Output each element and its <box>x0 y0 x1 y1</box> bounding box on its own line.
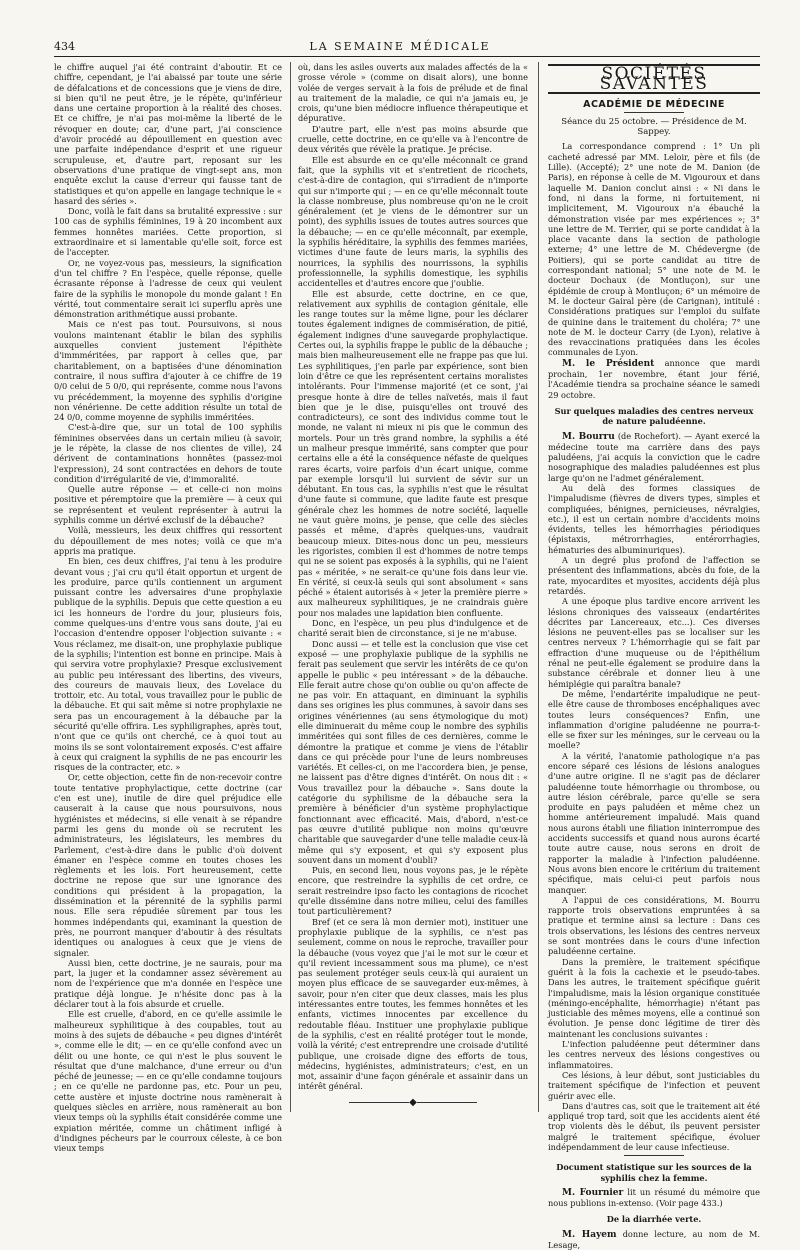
paragraph: le chiffre auquel j'ai été contraint d'aboutir. Et ce chiffre, cependant, je l'ai abaissé par toute une série de défalcations et de concessions que je viens de dire, si bien qu'il ne peut être, je le répète, qu'inférieur dans une certaine proportion à la réalité des choses. Et ce chiffre, je n'ai pas moi-même la liberté de le révoquer en doute; car, d'une part, j'ai conscience d'avoir procédé au dépouillement en question avec une parfaite indépendance d'esprit et une rigueur scrupuleuse, et, d'autre part, reposant sur les observations d'une pratique de vingt-sept ans, mon enquête exclut la cause d'erreur qui fausse tant de statistiques et qu'on appelle en langage technique le « hasard des séries ». <box>54 62 282 206</box>
page-header <box>0 0 800 53</box>
column-middle <box>298 62 528 1112</box>
paragraph: Quelle autre réponse — et celle-ci non moins positive et péremptoire que la première — à ceux qui se représentent et veulent représenter à autrui la syphilis comme un dérivé exclusif de la débauche? <box>54 484 282 526</box>
paragraph <box>548 1229 760 1250</box>
paragraph: Au delà des formes classiques de l'impaludisme (fièvres de divers types, simples et compliquées, bénignes, pernicieuses, névralgies, etc.), il est un certain nombre d'accidents moins évidents, telles les hémorrhagies périodiques (épistaxis, métrorrhagies, entérorrhagies, hématuries des albuminuriques). <box>548 482 760 555</box>
speaker-text: lit un résumé du mémoire que nous publions in-extenso. (Voir page 433.) <box>548 1186 760 1209</box>
section-banner <box>548 64 760 94</box>
paragraph <box>548 1187 760 1209</box>
section-title: SOCIÉTÉS SAVANTES <box>599 64 709 95</box>
paragraph: A l'appui de ces considérations, M. Bourru rapporte trois observations empruntées à sa pratique et termine ainsi sa lecture : Dans ces trois observations, les lésions des centres nerveux se sont montrées dans le cours d'une infection paludéenne certaine. <box>548 894 760 957</box>
speaker-name: M. Fournier <box>562 1187 624 1198</box>
paragraph <box>548 431 760 483</box>
paragraph: Dans la première, le traitement spécifique guérit à la fois la cachexie et le pseudo-tabes. Dans les autres, le traitement spécifique guérit l'impaludisme, mais la lésion organique constituée (méningo-encéphalite, hémorrhagie) n'étant pas justiciable des mêmes moyens, elle a continué son évolution. Je pense donc légitime de tirer dès maintenant les conclusions suivantes : <box>548 956 760 1039</box>
paragraph: La correspondance comprend : 1° Un pli cacheté adressé par MM. Leloir, père et fils (de Lille). (Accepté); 2° une note de M. Danion (de Paris), en réponse à celle de M. Vigouroux et dans laquelle M. Danion conclut ainsi : « Ni dans le fond, ni dans la forme, ni fortuitement, ni implicitement, M. Vigouroux n'a ébauché la démonstration visée par mes expériences »; 3° une lettre de M. Terrier, qui se porte candidat à la place vacante dans la section de pathologie externe; 4° une lettre de M. Chédevergne (de Poitiers), qui se porte candidat au titre de correspondant national; 5° une note de M. le docteur Dochaux (de Montluçon), sur une épidémie de croup à Montluçon; 6° un mémoire de M. le docteur Gairal père (de Carignan), intitulé : Considérations pratiques sur l'emploi du sulfate de quinine dans le traitement du choléra; 7° une note de M. le docteur Carry (de Lyon), relative à des revaccinations pratiquées dans les écoles communales de Lyon. <box>548 141 760 358</box>
speaker-name: M. Hayem <box>562 1229 617 1240</box>
paragraph: Ces lésions, à leur début, sont justiciables du traitement spécifique de l'infection et peuvent guérir avec elle. <box>548 1069 760 1101</box>
column-right <box>548 62 760 1250</box>
paragraph: Puis, en second lieu, nous voyons pas, je le répète encore, que restreindre la syphilis de cet ordre, ce serait restreindre ipso facto les contagions de ricochet qu'elle dissémine dans notre milieu, celui des familles tout particulièrement? <box>298 865 528 917</box>
paragraph <box>548 358 760 400</box>
paragraph: A la vérité, l'anatomie pathologique n'a pas encore séparé ces lésions de lésions analogues d'une autre origine. Il ne s'agit pas de déclarer paludéenne toute hémorrhagie ou thrombose, ou autre lésion cérébrale, parce qu'elle se sera produite en pays paludéen et même chez un homme antérieurement impaludé. Mais quand nous aurons établi une filiation ininterrompue des accidents successifs et quand nous aurons écarté toute autre cause, nous serons en droit de rapporter la maladie à l'infection paludéenne. Nous avons bien encore le critérium du traitement spécifique, mais celui-ci peut parfois nous manquer. <box>548 750 760 895</box>
paragraph: Voilà, messieurs, les deux chiffres qui ressortent du dépouillement de mes notes; voilà ce que m'a appris ma pratique. <box>54 525 282 556</box>
divider <box>624 1155 684 1156</box>
society-title: ACADÉMIE DE MÉDECINE <box>583 98 725 110</box>
speaker-text: (de Rochefort). — Ayant exercé la médecine toute ma carrière dans des pays paludéens, j'ai acquis la conviction que le cadre nosographique des maladies paludéennes est plus large qu'on ne l'admet généralement. <box>548 430 760 483</box>
paragraph: Elle est absurde, cette doctrine, en ce que, relativement aux syphilis de contagion génitale, elle les range toutes sur la même ligne, pour les déclarer toutes également indignes de commisération, de pitié, également indignes d'une sauvegarde prophylactique. Certes oui, la syphilis frappe le public de la débauche ; mais bien malheureusement elle ne frappe pas que lui. Les syphilitiques, j'en parle par expérience, sont bien loin d'être ce que les représentent certains moralistes intolérants. Pour l'immense majorité (et ce sont, j'ai presque honte à dire de telles naïvetés, mais il faut bien que je le dise, puisqu'elles ont trouvé des contradicteurs), ce sont des individus comme tout le monde, ne valant ni mieux ni pis que le commun des mortels. Pour un très grand nombre, la syphilis a été un malheur presque immérité, sans compter que pour certains elle a été la conséquence néfaste de quelques rares écarts, voire parfois d'un écart unique, comme par exemple lorsqu'il lui survient de sévir sur un débutant. En tous cas, la syphilis n'est que le résultat d'une faute si commune, que ladite faute est presque générale chez les hommes de notre société, laquelle ne vaut guère moins, je pense, que celle des siècles passés et même, d'après quelques-uns, vaudrait beaucoup mieux. Dites-nous donc un peu, messieurs les rigoristes, combien il est d'hommes de notre temps qui ne se soient pas exposés à la syphilis, qui ne l'aient pas « méritée, » ne serait-ce qu'une fois dans leur vie. En vérité, si ceux-là seuls qui sont absolument « sans péché » étaient autorisés à « jeter la première pierre » aux malheureux syphilitiques, je ne craindrais guère pour nos malades une lapidation bien confluente. <box>298 288 528 618</box>
paragraph: A un degré plus profond de l'affection se présentent des inflammations, abcès du foie, de la rate, myocardites et myosites, accidents déjà plus retardés. <box>548 555 760 596</box>
paragraph: où, dans les asiles ouverts aux malades affectés de la « grosse vérole » (comme on disait alors), une bonne volée de verges servait à la fois de prélude et de final au traitement de la maladie, ce qui n'a jamais eu, je crois, qu'une bien médiocre influence thérapeutique et dépurative. <box>298 62 528 124</box>
end-ornament: ◆ <box>298 1098 528 1108</box>
session-line: Séance du 25 octobre. — Présidence de M. Sappey. <box>561 116 747 138</box>
paragraph: Elle est absurde en ce qu'elle méconnaît ce grand fait, que la syphilis vit et s'entretient de ricochets, c'est-à-dire de contagion, qui s'irradient de n'importe qui sur n'importe qui ; — en ce qu'elle méconnaît toute la classe nombreuse, plus nombreuse qu'on ne le croit généralement (et je viens de le démontrer sur un point), des syphilis issues de toutes autres sources que la débauche; — en ce qu'elle méconnaît, par exemple, la syphilis héréditaire, la syphilis des femmes mariées, victimes d'une faute de leurs maris, la syphilis des nourrices, la syphilis des nourrissons, la syphilis professionnelle, la syphilis domestique, les syphilis accidentelles et d'autres encore que j'oublie. <box>298 154 528 289</box>
paragraph: Elle est cruelle, d'abord, en ce qu'elle assimile le malheureux syphilitique à des coupables, tout au moins à des sujets de débauche « peu dignes d'intérêt », comme elle le dit; — en ce qu'elle confond avec un délit ou une honte, ce qui n'est le plus souvent le résultat que d'une malchance, d'une erreur ou d'un péché de jeunesse; — en ce qu'elle condamne toujours ; en ce qu'elle ne pardonne pas, etc. Pour un peu, cette austère et injuste doctrine nous ramènerait à quelques siècles en arrière, nous ramènerait au bon vieux temps où la syphilis était considérée comme une expiation méritée, comme un châtiment infligé à d'indignes pécheurs par le courroux céleste, à ce bon vieux temps <box>54 1009 282 1154</box>
paragraph: Donc, voilà le fait dans sa brutalité expressive : sur 100 cas de syphilis féminines, 19 à 20 incombent aux femmes honnêtes mariées. Cette proportion, si extraordinaire et si lamentable qu'elle soit, force est de l'accepter. <box>54 206 282 258</box>
page-number: 434 <box>54 40 75 53</box>
paragraph: Aussi bien, cette doctrine, je ne saurais, pour ma part, la juger et la condamner assez sévèrement au nom de l'expérience que m'a donnée en l'espèce une pratique déjà longue. Je n'hésite donc pas à la déclarer tout à la fois absurde et cruelle. <box>54 957 282 1010</box>
section-heading: De la diarrhée verte. <box>606 1214 702 1225</box>
speaker-text: donne lecture, au nom de M. Lesage, <box>548 1228 760 1250</box>
paragraph: Bref (et ce sera là mon dernier mot), instituer une prophylaxie publique de la syphilis, ce n'est pas seulement, comme on nous le reproche, travailler pour la débauche (vous voyez que j'ai le mot sur le cœur et qu'il revient incessamment sous ma plume), ce n'est pas seulement protéger seuls ceux-là qui auraient un moyen plus efficace de se sauvegarder eux-mêmes, à savoir, pour n'en citer que deux classes, mais les plus intéressantes entre toutes, les femmes honnêtes et les enfants, victimes innocentes par excellence du redoutable fléau. Instituer une prophylaxie publique de la syphilis, c'est en réalité protéger tout le monde, voilà la vérité; c'est entreprendre une croisade d'utilité publique, une croisade digne des efforts de tous, médecins, hygiénistes, administrateurs; c'est, en un mot, assainir d'une façon générale et assainir dans un intérêt général. <box>298 916 528 1092</box>
column-divider <box>290 62 291 1112</box>
header-rule <box>54 56 760 57</box>
paragraph: L'infection paludéenne peut déterminer dans les centres nerveux des lésions congestives ou inflammatoires. <box>548 1039 760 1070</box>
paragraph: En bien, ces deux chiffres, j'ai tenu à les produire devant vous ; j'ai cru qu'il était opportun et urgent de les produire, parce qu'ils contiennent un argument puissant contre les adversaires d'une prophylaxie publique de la syphilis. Depuis que cette question a eu ici les honneurs de l'ordre du jour, plusieurs fois, comme quelques-uns d'entre vous sans doute, j'ai eu l'occasion d'entendre opposer l'objection suivante : « Vous réclamez, me disait-on, une prophylaxie publique de la syphilis; l'intention est bonne en principe. Mais à qui servira votre prophylaxie? Presque exclusivement au public peu intéressant des libertins, des viveurs, des coureurs de mauvais lieux, des Lovelace du trottoir, etc. Au total, vous travaillez pour le public de la débauche. Et qui sait même si notre prophylaxie ne sera pas un encouragement à la débauche par la sécurité qu'elle offrira. Les syphiligraphes, après tout, n'ont que ce qu'ils ont cherché, ce à quoi tout au moins ils se sont volontairement exposés. C'est affaire à ceux qui craignent la syphilis de ne pas encourir les risques de la contracter, etc. » <box>54 556 282 773</box>
journal-title: LA SEMAINE MÉDICALE <box>309 40 491 53</box>
paragraph: A une époque plus tardive encore arrivent les lésions chroniques des vaisseaux (endartérites décrites par Lancereaux, etc...). Ces diverses lésions ne peuvent-elles pas se localiser sur les centres nerveux ? L'hémorrhagie qui se fait par effraction d'une muqueuse ou de l'épithélium rénal ne peut-elle également se produire dans la substance cérébrale et donner lieu à une hémiplégie qui paraîtra banale? <box>548 596 760 689</box>
paragraph: Or, cette objection, cette fin de non-recevoir contre toute tentative prophylactique, cette doctrine (car c'en est une), inutile de dire quel préjudice elle causerait à la cause que nous poursuivons, nous hygiénistes et médecins, si elle venait à se répandre parmi les gens du monde où se recrutent les administrateurs, les législateurs, les membres du Parlement, c'est-à-dire dans le public d'où doivent émaner en l'espèce comme en toutes choses les règlements et les lois. Fort heureusement, cette doctrine ne repose que sur une ignorance des conditions qui président à la propagation, la dissémination et la pérennité de la syphilis parmi nous. Elle sera répudiée sûrement par tous les hommes indépendants qui, examinant la question de près, ne pourront manquer d'aboutir à des résultats identiques ou analogues à ceux que je viens de signaler. <box>54 772 282 958</box>
section-heading: Sur quelques maladies des centres nerveux de nature paludéenne. <box>554 405 754 427</box>
column-left <box>54 62 282 1154</box>
paragraph: Or, ne voyez-vous pas, messieurs, la signification d'un tel chiffre ? En l'espèce, quelle réponse, quelle écrasante réponse à l'adresse de ceux qui veulent faire de la syphilis le monopole du monde galant ! En vérité, tout commentaire serait ici superflu après une démonstration arithmétique aussi probante. <box>54 257 282 320</box>
paragraph: Mais ce n'est pas tout. Poursuivons, si nous voulons maintenant établir le bilan des syphilis auxquelles convient justement l'épithète d'immméritées, par rapport à celles que, par charitablement, on a baptisées d'une dénomination contraire, il nous suffira d'ajouter à ce chiffre de 19 0/0 celui de 5 0/0, qui représente, comme nous l'avons vu précédemment, la moyenne des syphilis d'origine non vénérienne. De cette addition résulte un total de 24 0/0, comme moyenne de syphilis imméritées. <box>54 319 282 423</box>
paragraph: D'autre part, elle n'est pas moins absurde que cruelle, cette doctrine, en ce qu'elle va à l'encontre de deux vérités que révèle la pratique. Je précise. <box>298 123 528 155</box>
paragraph: Donc, en l'espèce, un peu plus d'indulgence et de charité serait bien de circonstance, si je ne m'abuse. <box>298 618 528 639</box>
paragraph: Donc aussi — et telle est la conclusion que vise cet exposé — une prophylaxie publique de la syphilis ne ferait pas seulement que servir les intérêts de ce qu'on appelle le public « peu intéressant » de la débauche. Elle ferait autre chose qu'on oublie ou qu'on affecte de ne pas voir. En attaquant, en diminuant la syphilis dans ses origines les plus communes, à savoir dans ses origines vénériennes (au sens étymologique du mot) elle diminuerait du même coup le nombre des syphilis imméritées qui sont filles de ces dernières, comme le démontre la pratique et comme je viens de l'établir dans ce qui précède pour l'une de leurs nombreuses variétés. Et celles-ci, on me l'accordera bien, je pense, ne laissent pas d'être dignes d'intérêt. On nous dit : « Vous travaillez pour la débauche ». Sans doute la catégorie du syphilisme de la débauche sera la première à bénéficier d'un système prophylactique fonctionnant avec efficacité. Mais, d'abord, n'est-ce pas œuvre d'utilité publique non moins qu'œuvre charitable que sauvegarder d'une telle maladie ceux-là même qui s'y exposent, et qui s'y exposent plus souvent dans un moment d'oubli? <box>298 638 528 865</box>
paragraph: De même, l'endartérite impaludique ne peut-elle être cause de thromboses encéphaliques avec toutes leurs conséquences? Enfin, une inflammation d'origine paludéenne ne pourra-t-elle se fixer sur les méninges, sur le cerveau ou la moelle? <box>548 688 760 751</box>
column-divider <box>538 62 539 1112</box>
speaker-name: M. le Président <box>562 358 655 369</box>
divider <box>624 112 684 113</box>
paragraph: C'est-à-dire que, sur un total de 100 syphilis féminines observées dans un certain milieu (à savoir, je le répète, la classe de nos clientes de ville), 24 dérivent de contaminations honnêtes (passez-moi l'expression), 24 sont contractées en dehors de toute condition d'irrégularité de vie, d'immoralité. <box>54 422 282 484</box>
speaker-text: annonce que mardi prochain, 1er novembre, étant jour férié, l'Académie tiendra sa prochaine séance le samedi 29 octobre. <box>548 357 760 400</box>
section-heading: Document statistique sur les sources de la syphilis chez la femme. <box>556 1162 752 1183</box>
speaker-name: M. Bourru <box>562 431 615 442</box>
paragraph: Dans d'autres cas, soit que le traitement ait été appliqué trop tard, soit que les accidents aient été trop violents dès le début, ils peuvent persister malgré le traitement spécifique, évoluer indépendamment de leur cause infectieuse. <box>548 1100 760 1152</box>
